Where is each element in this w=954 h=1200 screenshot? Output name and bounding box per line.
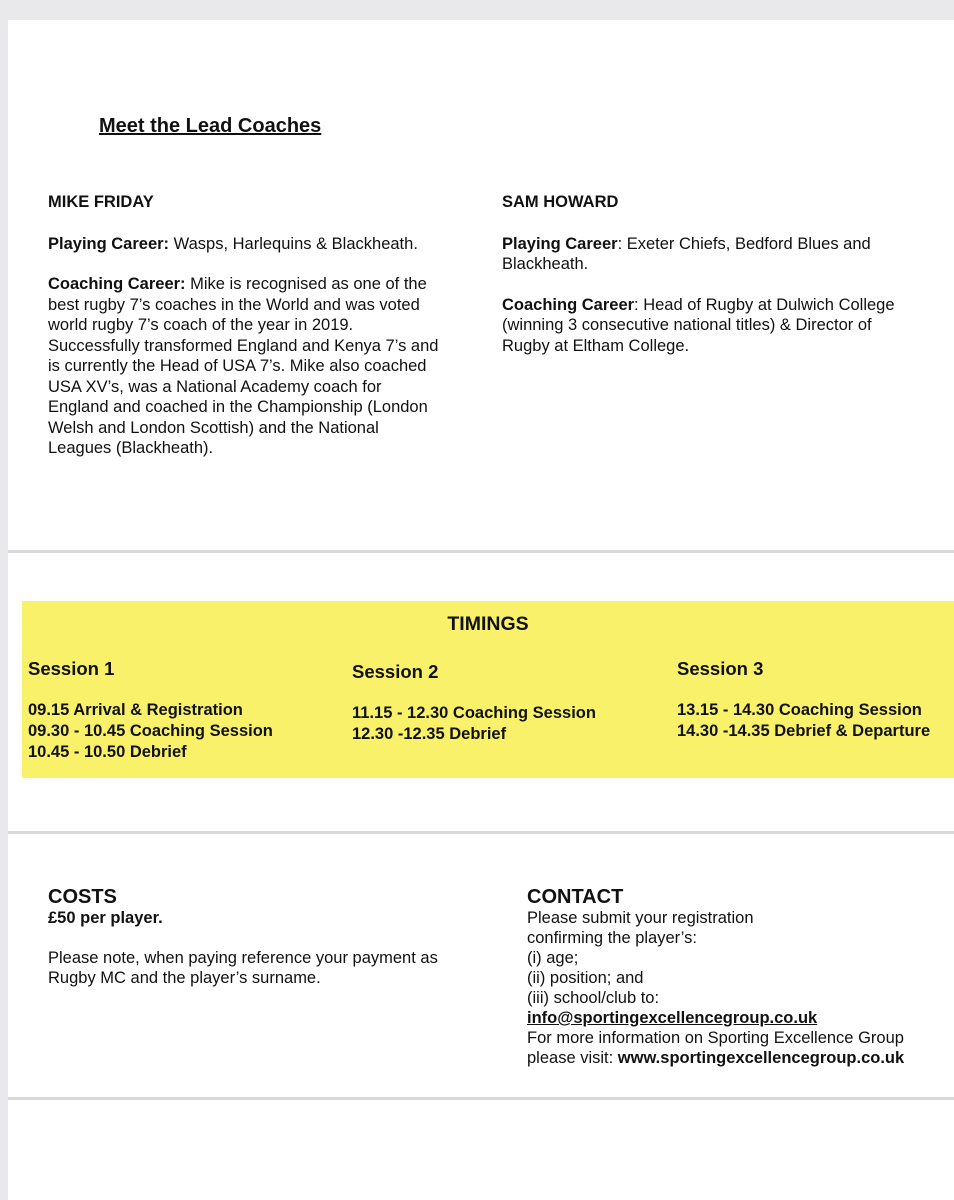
costs-note: Please note, when paying reference your payment as Rugby MC and the player’s surname. — [48, 949, 438, 987]
section-divider — [8, 550, 954, 553]
costs-price: £50 per player. — [48, 909, 163, 927]
coaching-career-text: Mike is recognised as one of the best rugby 7’s coaches in the World and was voted world rugby 7’s coach of the year in 2019. Successfully transformed England and Kenya 7’s and is currently the Head of USA 7’s. Mike also coached USA XV’s, was a National Academy coach for England and coached in the Championship (London Welsh and London Scottish) and the National Leagues (Blackheath). — [48, 275, 439, 457]
section-divider — [8, 1097, 954, 1100]
session-line: 10.45 - 10.50 Debrief — [28, 743, 187, 761]
playing-career-text: Wasps, Harlequins & Blackheath. — [169, 234, 418, 253]
session-line: 13.15 - 14.30 Coaching Session — [677, 701, 922, 719]
coaching-career — [48, 274, 443, 459]
coaching-career-text: : Head of Rugby at Dulwich College (winning 3 consecutive national titles) & Director of Rugby at Eltham College. — [502, 295, 895, 355]
session-1 — [28, 658, 273, 763]
session-2 — [352, 661, 596, 745]
session-3 — [677, 658, 930, 742]
playing-career-label: Playing Career — [502, 234, 618, 253]
contact-section — [527, 886, 952, 1068]
coach-card-left — [48, 192, 468, 479]
session-line: 09.30 - 10.45 Coaching Session — [28, 722, 273, 740]
session-name: Session 1 — [28, 658, 115, 679]
website-link[interactable]: www.sportingexcellencegroup.co.uk — [617, 1049, 905, 1067]
document-page — [8, 20, 954, 1200]
contact-title: CONTACT — [527, 886, 624, 908]
session-line: 09.15 Arrival & Registration — [28, 701, 243, 719]
timings-panel — [22, 601, 954, 778]
session-name: Session 2 — [352, 661, 439, 682]
session-line: 14.30 -14.35 Debrief & Departure — [677, 722, 931, 740]
session-name: Session 3 — [677, 658, 764, 679]
page-title: Meet the Lead Coaches — [99, 115, 322, 137]
coach-name: SAM HOWARD — [502, 193, 619, 211]
playing-career — [48, 234, 468, 255]
coaching-career-label: Coaching Career: — [48, 275, 186, 293]
coach-card-right — [502, 192, 922, 376]
contact-item: (ii) position; and — [527, 969, 644, 987]
coaching-career — [502, 295, 902, 357]
contact-line: For more information on Sporting Excellence Group — [527, 1029, 904, 1047]
playing-career-label: Playing Career: — [48, 234, 170, 253]
contact-item: (i) age; — [527, 949, 579, 967]
contact-visit — [527, 1048, 952, 1068]
contact-line: confirming the player’s: — [527, 929, 697, 947]
visit-prefix: please visit: — [527, 1049, 618, 1067]
session-line: 11.15 - 12.30 Coaching Session — [352, 704, 596, 722]
contact-item: (iii) school/club to: — [527, 989, 660, 1007]
contact-email-link[interactable]: info@sportingexcellencegroup.co.uk — [527, 1009, 818, 1027]
costs-section — [48, 886, 488, 988]
contact-line: Please submit your registration — [527, 909, 754, 927]
costs-title: COSTS — [48, 886, 117, 908]
coach-name: MIKE FRIDAY — [48, 193, 154, 211]
playing-career — [502, 234, 912, 275]
section-divider — [8, 831, 954, 834]
coaching-career-label: Coaching Career — [502, 295, 635, 314]
playing-career-text: : Exeter Chiefs, Bedford Blues and Blackheath. — [502, 234, 871, 273]
timings-title: TIMINGS — [447, 613, 529, 635]
session-line: 12.30 -12.35 Debrief — [352, 725, 507, 743]
